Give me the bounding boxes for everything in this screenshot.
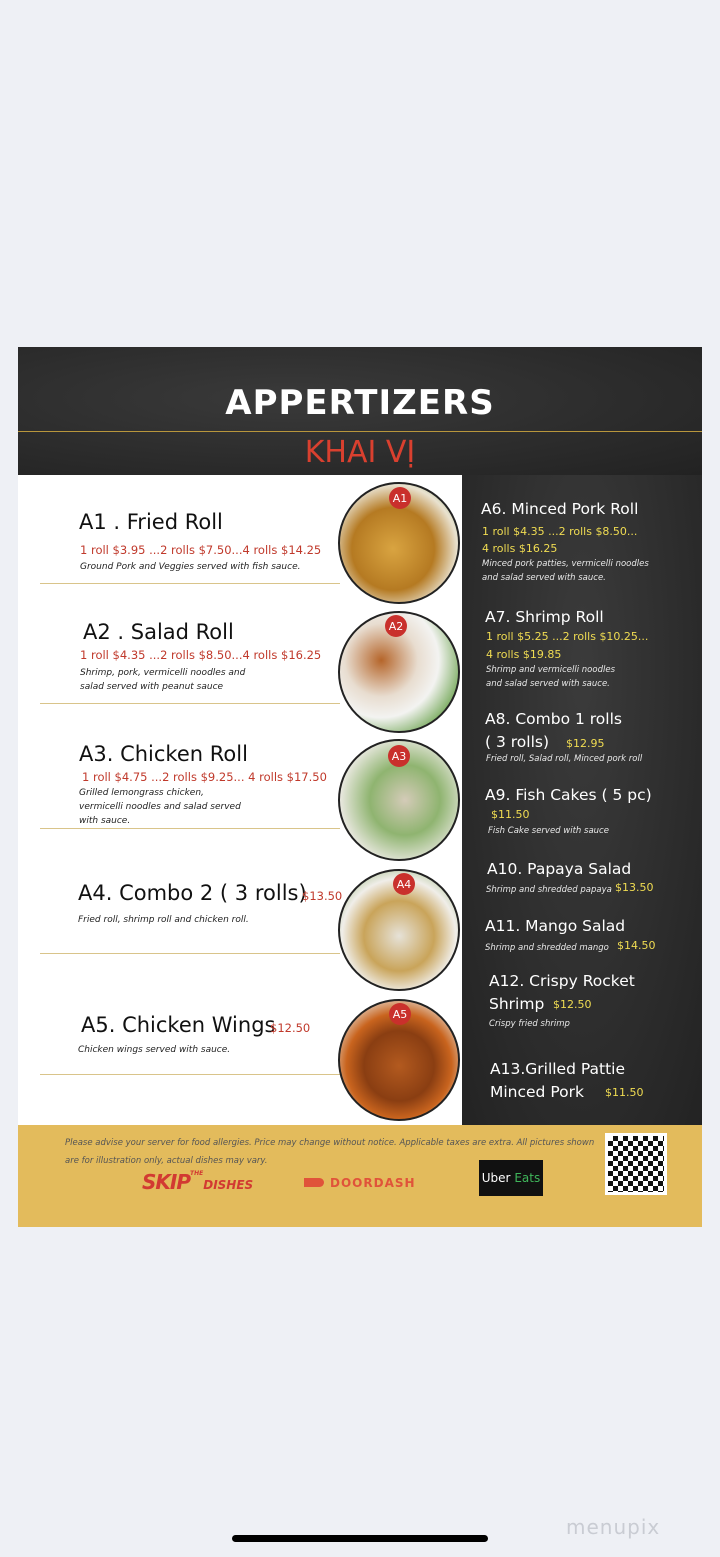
left-panel [18, 475, 462, 1125]
menu-image [18, 347, 702, 1227]
uber-text: Uber [481, 1171, 511, 1185]
item-title: A4. Combo 2 ( 3 rolls) [78, 881, 307, 905]
right-panel [462, 475, 702, 1125]
item-price: $12.95 [566, 737, 605, 750]
qr-code[interactable] [605, 1133, 667, 1195]
item-title: A5. Chicken Wings [81, 1013, 276, 1037]
item-title: A2 . Salad Roll [83, 620, 234, 644]
divider [40, 953, 340, 954]
item-price: $12.50 [270, 1021, 311, 1035]
item-desc: Shrimp and shredded mango [485, 943, 609, 953]
item-price: 1 roll $4.35 ...2 rolls $8.50... [482, 525, 638, 538]
menu-subtitle: KHAI VỊ [304, 435, 416, 470]
divider [40, 583, 340, 584]
dishes-text: DISHES [203, 1178, 254, 1192]
item-title: A12. Crispy Rocket [489, 972, 635, 990]
item-title: ( 3 rolls) [485, 733, 550, 751]
divider [18, 431, 702, 432]
footer [18, 1125, 702, 1227]
item-price: 1 roll $4.75 ...2 rolls $9.25... 4 rolls $17.50 [82, 770, 327, 784]
item-title: Minced Pork [490, 1083, 584, 1101]
item-title: A9. Fish Cakes ( 5 pc) [485, 786, 652, 804]
item-title: A11. Mango Salad [485, 917, 626, 935]
item-badge: A5 [389, 1003, 411, 1025]
item-title: A3. Chicken Roll [79, 742, 248, 766]
item-badge: A3 [388, 745, 410, 767]
item-desc: and salad served with sauce. [482, 573, 606, 583]
item-title: Shrimp [489, 995, 545, 1013]
doordash-text: DOORDASH [330, 1176, 416, 1190]
home-indicator[interactable] [232, 1535, 488, 1542]
item-desc: Chicken wings served with sauce. [78, 1045, 231, 1055]
item-price: $12.50 [553, 998, 592, 1011]
skipthedishes-logo[interactable] [142, 1170, 253, 1194]
item-badge: A2 [385, 615, 407, 637]
item-desc: Fish Cake served with sauce [488, 826, 609, 836]
eats-text: Eats [514, 1171, 541, 1185]
menu-header [18, 347, 702, 475]
item-desc: Fried roll, Salad roll, Minced pork roll [486, 754, 643, 764]
item-title: A10. Papaya Salad [487, 860, 632, 878]
item-price: $13.50 [302, 889, 343, 903]
item-desc: Crispy fried shrimp [489, 1019, 570, 1029]
item-price: 4 rolls $16.25 [482, 542, 558, 555]
item-price: $11.50 [605, 1086, 644, 1099]
item-title: A7. Shrimp Roll [485, 608, 604, 626]
item-desc: Shrimp and vermicelli noodles [486, 665, 615, 675]
divider [40, 828, 340, 829]
item-desc: Shrimp and shredded papaya [486, 885, 612, 895]
item-price: 1 roll $3.95 ...2 rolls $7.50...4 rolls $14.25 [80, 543, 322, 557]
menu-title: APPERTIZERS [225, 383, 495, 423]
item-price: 1 roll $4.35 ...2 rolls $8.50...4 rolls $16.25 [80, 648, 322, 662]
item-title: A13.Grilled Pattie [490, 1060, 626, 1078]
item-badge: A1 [389, 487, 411, 509]
item-title: A8. Combo 1 rolls [485, 710, 622, 728]
doordash-icon [304, 1178, 324, 1187]
item-badge: A4 [393, 873, 415, 895]
ubereats-logo[interactable] [479, 1160, 543, 1196]
item-title: A1 . Fried Roll [79, 510, 223, 534]
divider [40, 1074, 340, 1075]
item-desc: Shrimp, pork, vermicelli noodles and salad served with peanut sauce [80, 668, 246, 692]
item-desc: Minced pork patties, vermicelli noodles [482, 559, 649, 569]
item-price: $13.50 [615, 881, 654, 894]
skip-text: SKIP [142, 1170, 191, 1194]
item-desc: Ground Pork and Veggies served with fish sauce. [80, 562, 301, 572]
disclaimer: Please advise your server for food allergies. Price may change without notice. Applicable taxes are extra. All pictures shown are for illustration only, actual dishes may vary. [65, 1138, 595, 1166]
item-title: A6. Minced Pork Roll [481, 500, 639, 518]
item-price: 4 rolls $19.85 [486, 648, 562, 661]
divider [40, 703, 340, 704]
item-price: $14.50 [617, 939, 656, 952]
item-price: 1 roll $5.25 ...2 rolls $10.25... [486, 630, 649, 643]
item-desc: Fried roll, shrimp roll and chicken roll. [78, 915, 249, 925]
the-text: THE [190, 1170, 204, 1177]
item-price: $11.50 [491, 808, 530, 821]
doordash-logo[interactable] [304, 1176, 416, 1190]
watermark: menupix [566, 1515, 661, 1539]
item-desc: Grilled lemongrass chicken, vermicelli noodles and salad served with sauce. [79, 788, 241, 826]
item-desc: and salad served with sauce. [486, 679, 610, 689]
